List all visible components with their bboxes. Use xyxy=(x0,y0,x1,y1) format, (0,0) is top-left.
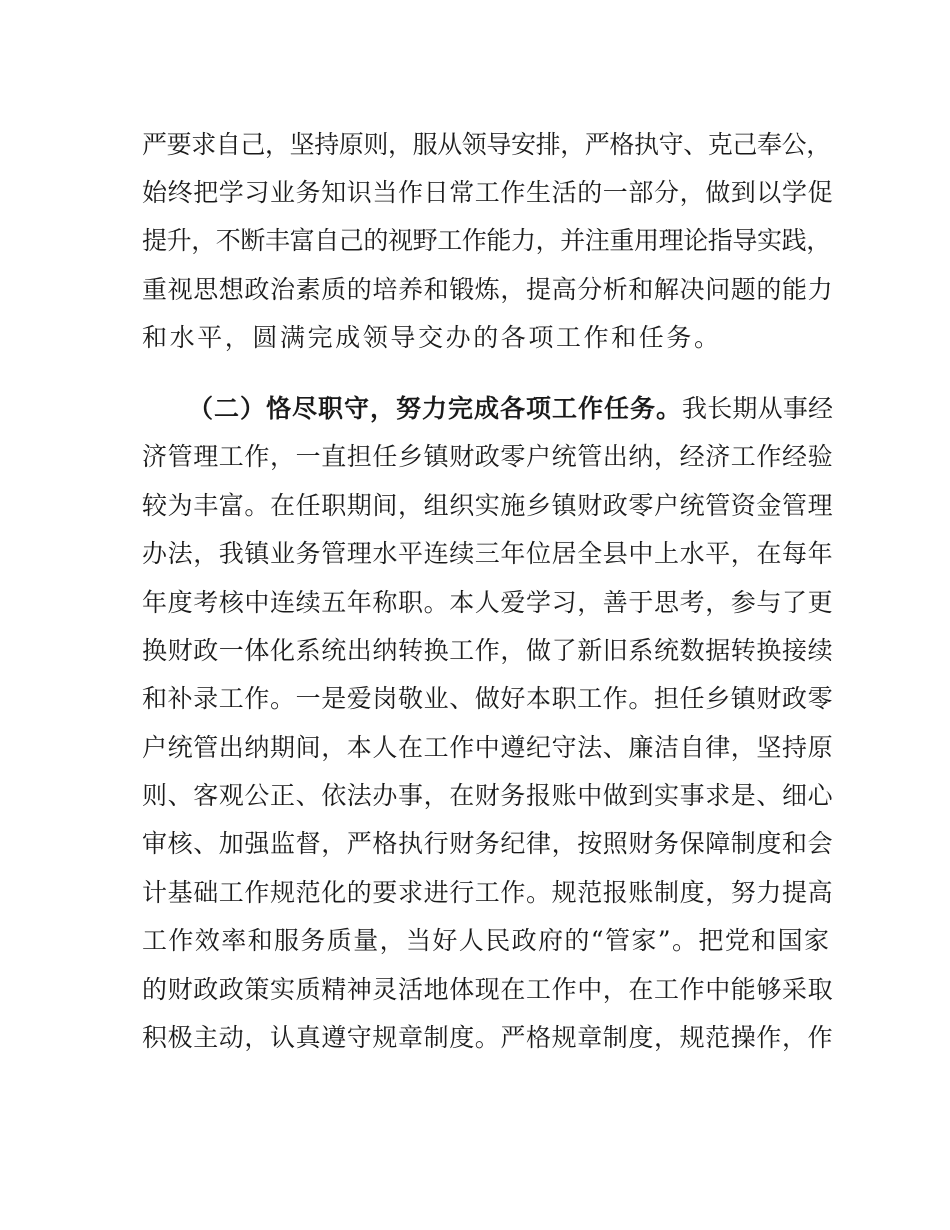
section-heading-line xyxy=(188,391,832,427)
paragraph-line: 济管理工作，一直担任乡镇财政零户统管出纳，经济工作经验 xyxy=(142,442,834,471)
paragraph-line: 审核、加强监督，严格执行财务纪律，按照财务保障制度和会 xyxy=(142,829,834,858)
paragraph-line: 则、客观公正、依法办事，在财务报账中做到实事求是、细心 xyxy=(142,781,834,810)
paragraph-line: 积极主动，认真遵守规章制度。严格规章制度，规范操作，作 xyxy=(142,1023,834,1052)
paragraph-line: 户统管出纳期间，本人在工作中遵纪守法、廉洁自律，坚持原 xyxy=(142,733,834,762)
paragraph-line: 工作效率和服务质量，当好人民政府的“管家”。把党和国家 xyxy=(142,926,831,955)
paragraph-line: 和补录工作。一是爱岗敬业、做好本职工作。担任乡镇财政零 xyxy=(142,684,834,713)
paragraph-line: 严要求自己，坚持原则，服从领导安排，严格执守、克己奉公， xyxy=(142,130,831,159)
paragraph-line: 办法，我镇业务管理水平连续三年位居全县中上水平，在每年 xyxy=(142,539,834,568)
paragraph-line: 提升，不断丰富自己的视野工作能力，并注重用理论指导实践， xyxy=(142,226,831,255)
paragraph-line: 重视思想政治素质的培养和锻炼，提高分析和解决问题的能力 xyxy=(142,275,834,304)
heading-line-rest: 我长期从事经 xyxy=(682,394,834,423)
paragraph-line: 较为丰富。在任职期间，组织实施乡镇财政零户统管资金管理 xyxy=(142,491,834,520)
paragraph-line: 和水平，圆满完成领导交办的各项工作和任务。 xyxy=(142,323,722,352)
paragraph-line: 计基础工作规范化的要求进行工作。规范报账制度，努力提高 xyxy=(142,878,834,907)
paragraph-line: 始终把学习业务知识当作日常工作生活的一部分，做到以学促 xyxy=(142,178,834,207)
paragraph-line: 换财政一体化系统出纳转换工作，做了新旧系统数据转换接续 xyxy=(142,636,834,665)
paragraph-line: 的财政政策实质精神灵活地体现在工作中，在工作中能够采取 xyxy=(142,975,834,1004)
paragraph-line: 年度考核中连续五年称职。本人爱学习，善于思考，参与了更 xyxy=(142,588,834,617)
section-heading: （二）恪尽职守，努力完成各项工作任务。 xyxy=(188,394,683,423)
